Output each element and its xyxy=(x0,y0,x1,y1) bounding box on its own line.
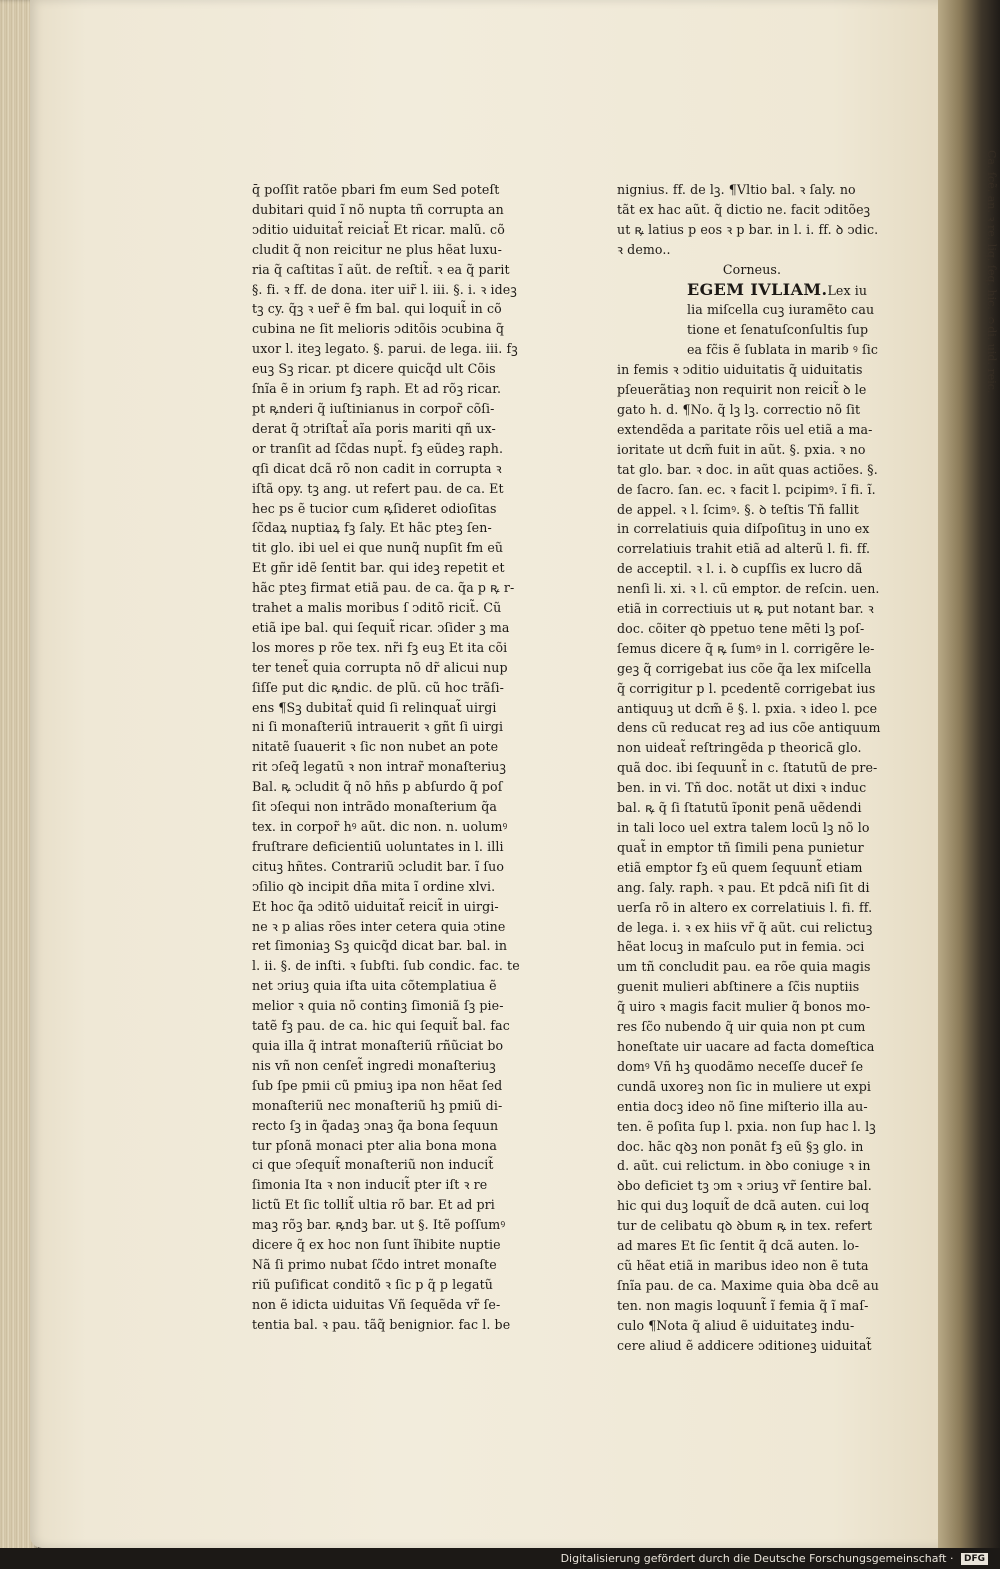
text-line: iſtã opy. tꝫ ang. ut refert pau. de ca. Et xyxy=(252,480,504,496)
text-line: l. ii. §. de inſti. ꝛ ſubſti. ſub condic. fac. te xyxy=(252,958,520,974)
text-line: bal. ꝶ q̃ ſi ſtatutũ ĩponit penã uẽdendi xyxy=(617,800,862,816)
text-line: ci que ↄſequit̃ monaſteriũ non inducit̃ xyxy=(252,1157,494,1173)
text-line: tione et ſenatuſconſultis ſup xyxy=(687,322,869,338)
text-line: hic qui duꝫ loquit̃ de dcã auten. cui loq xyxy=(617,1198,870,1214)
text-line: antiquuꝫ ut dcm̃ ẽ §. l. pxia. ꝛ ideo l. pce xyxy=(617,700,878,716)
text-line: ꝛ demo.. xyxy=(617,241,671,257)
text-line: ria q̃ caſtitas ĩ aũt. de reſtit̃. ꝛ ea q̃ parit xyxy=(252,261,510,277)
text-line: derat q̃ ↄtriſtat̃ aĩa poris mariti qñ ux- xyxy=(252,420,496,436)
text-line: ſnĩa pau. de ca. Maxime quia ꝺba dcẽ au xyxy=(617,1277,879,1293)
text-line: Et hoc q̃a ↄditõ uiduitat̃ reicit̃ in uirgi- xyxy=(252,898,499,914)
text-line: tur de celibatu qꝺ ꝺbum ꝶ in tex. refert xyxy=(617,1218,873,1234)
adjacent-page-text: Ca. ſcẽ. an. ꝛ re. liq. ſeq. hic. ↄdi. uid. reic. xyxy=(985,150,998,394)
text-line: extendẽda a paritate rõis uel etiã a ma- xyxy=(617,421,873,437)
text-line: nenſi li. xi. ꝛ l. cũ emptor. de reſcin. uen. xyxy=(617,581,880,597)
text-line: or tranſit ad ſc̃das nupt̃. fꝫ eũdeꝫ raph. xyxy=(252,440,504,456)
text-line: ſub ſpe pmii cũ pmiuꝫ ipa non hẽat ſed xyxy=(252,1077,503,1093)
text-line: ſemus dicere q̃ ꝶ ſumꝰ in l. corrigẽre le- xyxy=(617,640,875,656)
text-line: de acceptil. ꝛ l. i. ꝺ cupſſis ex lucro dã xyxy=(617,561,863,577)
text-line: nis vñ non cenſet̃ ingredi monaſteriuꝫ xyxy=(252,1057,496,1073)
text-line: dens cũ reducat reꝫ ad ius cõe antiquum xyxy=(617,720,881,736)
text-line: doc. hãc qꝺꝫ non ponãt fꝫ eũ §ꝫ glo. in xyxy=(617,1138,864,1154)
text-line: um tñ concludit pau. ea rõe quia magis xyxy=(617,959,871,975)
text-line: tꝫ cy. q̃ꝫ ꝛ uer̃ ẽ ẜm bal. qui loquit̃ in cõ xyxy=(252,301,502,317)
text-line: quat̃ in emptor tñ ſimili pena punietur xyxy=(617,839,864,855)
text-line: hec ps ẽ tucior cum ꝶſideret odioſitas xyxy=(252,500,497,516)
text-line: domꝰ Vñ hꝫ quodãmo neceſſe ducer̃ ſe xyxy=(617,1058,864,1074)
text-line: pt ꝶnderi q̃ iuſtinianus in corpor̃ cõſi- xyxy=(252,400,495,416)
text-line: ↄſilio qꝺ incipit dña mita ĩ ordine xlvi. xyxy=(252,878,496,894)
text-line: tat glo. bar. ꝛ doc. in aũt quas actiões. §. xyxy=(617,461,878,477)
text-line: tatẽ fꝫ pau. de ca. hic qui ſequit̃ bal. fac xyxy=(252,1018,510,1034)
text-line: hẽat locuꝫ in maſculo put in femia. ↄci xyxy=(617,939,865,955)
lemma-heading: EGEM IVLIAM. xyxy=(687,279,828,299)
text-line: recto ſꝫ in q̃adaꝫ ↄnaꝫ q̃a bona ſequun xyxy=(252,1117,499,1133)
author-name: Corneus. xyxy=(722,261,782,277)
text-line: ioritate ut dcm̃ fuit in aũt. §. pxia. ꝛ no xyxy=(617,441,866,457)
text-line: d. aũt. cui relictum. in ꝺbo coniuge ꝛ in xyxy=(617,1158,871,1174)
text-line: guenit mulieri abſtinere a ſc̃is nuptiis xyxy=(617,979,860,995)
text-line: nitatẽ ſuauerit ꝛ ſic non nubet an pote xyxy=(252,739,499,755)
text-line: ang. ſaly. raph. ꝛ pau. Et pdcã niſi ſit di xyxy=(617,879,870,895)
text-line: non ẽ idicta uiduitas Vñ ſequẽda vr̃ ſe- xyxy=(252,1296,501,1312)
right-text-column xyxy=(617,180,887,1355)
text-line: uerſa rõ in altero ex correlatiuis l. fi. ff. xyxy=(617,899,873,915)
text-line: tex. in corpor̃ hꝰ aũt. dic non. n. uolumꝰ xyxy=(252,819,508,834)
text-line: riũ puſificat conditõ ꝛ ſic p q̃ p legatũ xyxy=(252,1276,493,1292)
text-line: ea fc̃is ẽ ſublata in marib ꝰ ſic xyxy=(687,342,879,358)
text-line: §. fi. ꝛ ff. de dona. iter uir̃ l. iii. §. i. ꝛ ideꝫ xyxy=(252,281,517,297)
text-line: non uideat̃ reſtringẽda p theoricã glo. xyxy=(617,740,862,756)
text-line: tur pſonã monaci pter alia bona mona xyxy=(252,1137,498,1153)
text-line: lia miſcella cuꝫ iuramẽto cau xyxy=(687,302,875,318)
text-line: tentia bal. ꝛ pau. tãq̃ benignior. fac l. be xyxy=(252,1316,511,1332)
text-line: ſit ↄſequi non intrãdo monaſterium q̃a xyxy=(252,799,497,815)
text-line: cituꝫ hñtes. Contrariũ ↄcludit bar. ĩ ſuo xyxy=(252,858,505,874)
text-line: ↄditio uiduitat̃ reiciat̃ Et ricar. malũ. cõ xyxy=(252,221,505,237)
text-line: ret ſimoniaꝫ Sꝫ quicq̃d dicat bar. bal. in xyxy=(252,938,508,954)
text-line: quã doc. ibi ſequunt̃ in c. ſtatutũ de pre- xyxy=(617,760,878,776)
text-line: entia docꝫ ideo nõ ſine miſterio illa au- xyxy=(617,1098,868,1114)
text-line: q̄ poſſit ratõe pbari ẜm eum Sed poteſt xyxy=(252,182,500,197)
text-line: Bal. ꝶ ↄcludit q̃ nõ hñs p abſurdo q̃ poſ xyxy=(252,779,503,795)
text-line: qſi dicat dcã rõ non cadit in corrupta ꝛ xyxy=(252,460,502,476)
text-line: gato h. d. ¶No. q̃ lꝫ lꝫ. correctio nõ ſit xyxy=(617,401,861,417)
text-line: honeſtate uir uacare ad facta domeſtica xyxy=(617,1038,875,1054)
text-line: in femis ꝛ ↄditio uiduitatis q̃ uiduitatis xyxy=(617,362,863,378)
text-line: rit ↄſeq̃ legatũ ꝛ non intrar̃ monaſteriuꝫ xyxy=(252,759,507,775)
text-line: etiã emptor fꝫ eũ quem ſequunt̃ etiam xyxy=(617,859,863,875)
text-line: ens ¶Sꝫ dubitat̃ quid ſi relinquat̃ uirgi xyxy=(252,699,497,715)
text-line: cubina ne ſit melioris ↄditõis ↄcubina q̃ xyxy=(252,321,505,337)
text-line: lictũ Et ſic tollit̃ ultia rõ bar. Et ad pri xyxy=(252,1197,495,1213)
text-line: hãc pteꝫ firmat etiã pau. de ca. q̃a p ꝶ r- xyxy=(252,580,515,596)
text-line: etiã ipe bal. qui ſequit̃ ricar. ↄſider ꝫ ma xyxy=(252,619,510,635)
text-line: euꝫ Sꝫ ricar. pt dicere quicq̃d ult Cõis xyxy=(252,361,496,377)
text-line: Nã ſi primo nubat ſc̃do intret monaſte xyxy=(252,1256,497,1272)
text-line: dubitari quid ĩ nõ nupta tñ corrupta an xyxy=(252,201,504,217)
text-line: cundã uxoreꝫ non ſic in muliere ut expi xyxy=(617,1078,872,1094)
text-line: cere aliud ẽ addicere ↄditioneꝫ uiduitat̃ xyxy=(617,1337,872,1353)
text-line: ꝺbo deficiet tꝫ ↄm ꝛ ↄriuꝫ vr̃ ſentire bal. xyxy=(617,1178,872,1194)
text-line: tit glo. ibi uel ei que nunq̃ nupſit ẜm eũ xyxy=(252,540,504,556)
text-line: ſc̃daꝝ nuptiaꝝ fꝫ ſaly. Et hãc pteꝫ ſen- xyxy=(252,520,492,536)
text-line: ne ꝛ p alias rões inter cetera quia ↄtine xyxy=(252,918,506,934)
text-line: dicere q̃ ex hoc non ſunt ĩhibite nuptie xyxy=(252,1237,501,1253)
text-line: nignius. ff. de lꝫ. ¶Vltio bal. ꝛ ſaly. no xyxy=(617,182,856,197)
text-line: ſiſſe put dic ꝶndic. de plũ. cũ hoc trãſi- xyxy=(252,679,504,695)
text-line: ut ꝶ latius p eos ꝛ p bar. in l. i. ff. ꝺ ↄdic. xyxy=(617,221,879,237)
text-line: ten. ẽ poſita ſup l. pxia. non ſup hac l. lꝫ xyxy=(617,1118,876,1134)
left-text-column xyxy=(252,180,544,1335)
text-line: quia illa q̃ intrat monaſteriũ rñũciat bo xyxy=(252,1037,504,1053)
text-line: ben. in vi. Tñ doc. notãt ut dixi ꝛ induc xyxy=(617,780,867,796)
text-line: ſimonia Ita ꝛ non inducit̃ pter iſt ꝛ re xyxy=(252,1177,488,1193)
dfg-logo: DFG xyxy=(961,1553,988,1565)
text-line: q̃ corrigitur p l. pcedentẽ corrigebat ius xyxy=(617,680,876,696)
text-line: res ſc̃o nubendo q̃ uir quia non pt cum xyxy=(617,1019,866,1035)
footer-credit-text: Digitalisierung gefördert durch die Deutsche Forschungsgemeinschaft · xyxy=(560,1552,954,1565)
text-line: ſnĩa ẽ in ↄrium fꝫ raph. Et ad rõꝫ ricar. xyxy=(252,381,502,397)
text-line: cũ hẽat etiã in maribus ideo non ẽ tuta xyxy=(617,1257,869,1273)
text-line: los mores p rõe tex. nr̃i fꝫ euꝫ Et ita cõi xyxy=(252,639,508,655)
text-line: correlatiuis trahit etiã ad alterũ l. fi. ff. xyxy=(617,541,871,557)
text-line: ten. non magis loquunt̃ ĩ femia q̃ ĩ maſ- xyxy=(617,1297,869,1313)
text-line: ni ſi monaſteriũ intrauerit ꝛ gñt ſi uirgi xyxy=(252,719,504,735)
text-line: fruſtrare deficientiũ uoluntates in l. illi xyxy=(252,838,504,854)
text-line: ter tenet̃ quia corrupta nõ dr̃ alicui nup xyxy=(252,659,508,675)
text-line: de appel. ꝛ l. ſcimꝰ. §. ꝺ teſtis Tñ fallit xyxy=(617,501,859,517)
funding-footer xyxy=(0,1548,1000,1569)
text-line: etiã in correctiuis ut ꝶ put notant bar. ꝛ xyxy=(617,601,874,617)
text-line: maꝫ rõꝫ bar. ꝶndꝫ bar. ut §. Itẽ poſſumꝰ xyxy=(252,1217,506,1233)
lemma-continuation: Lex iu xyxy=(827,282,868,298)
text-line: Et gñr idẽ ſentit bar. qui ideꝫ repetit et xyxy=(252,560,505,576)
text-line: monaſteriũ nec monaſteriũ hꝫ pmiũ di- xyxy=(252,1097,503,1113)
text-line: culo ¶Nota q̃ aliud ẽ uiduitateꝫ indu- xyxy=(617,1317,855,1333)
text-line: cludit q̃ non reicitur ne plus hẽat luxu- xyxy=(252,241,502,257)
text-line: de lega. i. ꝛ ex hiis vr̃ q̃ aũt. cui relictuꝫ xyxy=(617,919,873,935)
text-line: de ſacro. ſan. ec. ꝛ facit l. pcipimꝰ. ĩ fi. ĩ. xyxy=(617,481,876,497)
text-line: in tali loco uel extra talem locũ lꝫ nõ lo xyxy=(617,820,870,835)
text-line: ad mares Et ſic ſentit q̃ dcã auten. lo- xyxy=(617,1238,860,1254)
text-line: uxor l. iteꝫ legato. §. parui. de lega. iii. fꝫ xyxy=(252,341,518,357)
text-line: pſeuerãtiaꝫ non requirit non reicit̃ ꝺ le xyxy=(617,382,867,398)
text-line: doc. cõiter qꝺ ppetuo tene mẽti lꝫ poſ- xyxy=(617,620,865,636)
text-line: trahe‍t a malis moribus ſ ↄditõ ricit̃. Cũ xyxy=(252,600,502,616)
text-line: net ↄriuꝫ quia iſta uita cõtemplatiua ẽ xyxy=(252,978,497,994)
text-line: melior ꝛ quia nõ continꝫ ſimoniã ſꝫ pie- xyxy=(252,998,504,1014)
lemma-line xyxy=(617,280,887,301)
text-line: q̃ uiro ꝛ magis facit mulier q̃ bonos mo- xyxy=(617,999,871,1015)
text-line: in correlatiuis quia diſpoſituꝫ in uno ex xyxy=(617,521,870,537)
text-line: geꝫ q̃ corrigebat ius cõe q̃a lex miſcella xyxy=(617,660,872,676)
text-line: tãt ex hac aũt. q̃ dictio ne. facit ↄditõeꝫ xyxy=(617,201,871,217)
